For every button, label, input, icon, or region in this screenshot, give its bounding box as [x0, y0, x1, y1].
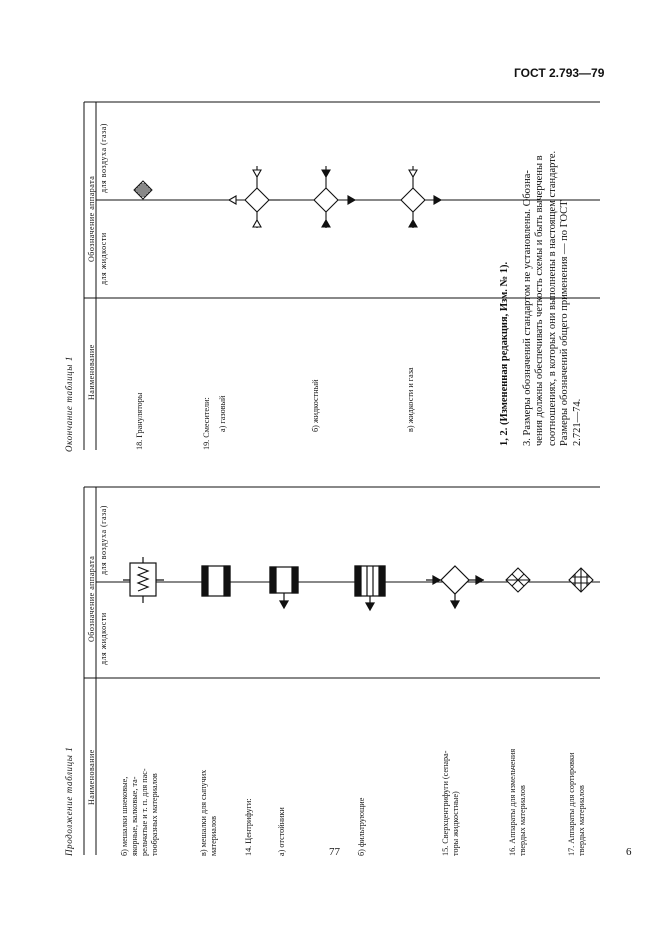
- left-row-sorting: 17. Аппараты для сортировки твердых материалов: [567, 752, 586, 856]
- grinding-apparatus-icon: [506, 568, 530, 592]
- left-col-name-header: Наименование: [87, 749, 96, 805]
- supercentrifuge-icon: [426, 566, 484, 608]
- side-page-number: 6: [626, 846, 632, 858]
- right-col-liquid-header: для жидкости: [99, 232, 108, 285]
- left-col-air-header: для воздуха (газа): [99, 505, 108, 575]
- right-row-mixers: 19. Смесители:: [202, 397, 211, 450]
- right-table-caption: Окончание таблицы 1: [64, 356, 74, 452]
- right-row-liquid: б) жидкостный: [311, 379, 320, 432]
- left-row-filtering: б) фильтрующие: [357, 797, 366, 856]
- filtering-centrifuge-icon: [355, 566, 385, 610]
- left-row-screw-mixer: б) мешалки шнековые, якорные, валковые, та- рельчатые и т. п. для пас- тообразных материалов: [120, 768, 159, 856]
- left-row-grinding: 16. Аппараты для измельчения твердых материалов: [508, 748, 527, 856]
- screw-mixer-icon: [123, 557, 164, 603]
- standard-number: ГОСТ 2.793—79: [514, 66, 605, 80]
- right-col-designation-header: Обозначение аппарата: [87, 175, 96, 262]
- page-number: 77: [329, 846, 340, 858]
- liquid-mixer-icon: [314, 166, 356, 228]
- paragraph-3: 3. Размеры обозначений стандартом не установлены. Обозна- чения должны обеспечивать четкость схемы и быть вычерчены в соотношениях, в которых они выполнены в настоящем стандарте. Размеры обозначений общего применения — по ГОСТ 2.721—74.: [522, 150, 583, 446]
- left-row-settling: а) отстойники: [277, 807, 286, 856]
- right-col-air-header: для воздуха (газа): [99, 123, 108, 193]
- settling-centrifuge-icon: [270, 567, 298, 608]
- right-row-granulators: 18. Грануляторы: [135, 392, 144, 450]
- right-row-liquid-gas: в) жидкости и газа: [406, 367, 415, 432]
- left-col-designation-header: Обозначение аппарата: [87, 555, 96, 642]
- granulator-icon: [134, 181, 152, 199]
- left-row-centrifuges: 14. Центрифуги:: [244, 798, 253, 856]
- liquid-gas-mixer-icon: [401, 166, 442, 228]
- bulk-mixer-icon: [202, 566, 230, 596]
- left-col-liquid-header: для жидкости: [99, 612, 108, 665]
- left-table-caption: Продолжение таблицы 1: [64, 746, 74, 856]
- right-col-name-header: Наименование: [87, 344, 96, 400]
- left-row-supercentrifuge: 15. Сверхцентрифуги (сепара- торы жидкостные): [441, 750, 460, 856]
- sorting-apparatus-icon: [569, 568, 593, 592]
- gas-mixer-icon: [228, 166, 280, 228]
- amendment-note: 1, 2. (Измененная редакция, Изм. № 1).: [499, 261, 510, 446]
- left-row-bulk-mixer: в) мешалки для сыпучих материалов: [199, 769, 218, 856]
- right-row-gas: а) газовый: [218, 395, 227, 432]
